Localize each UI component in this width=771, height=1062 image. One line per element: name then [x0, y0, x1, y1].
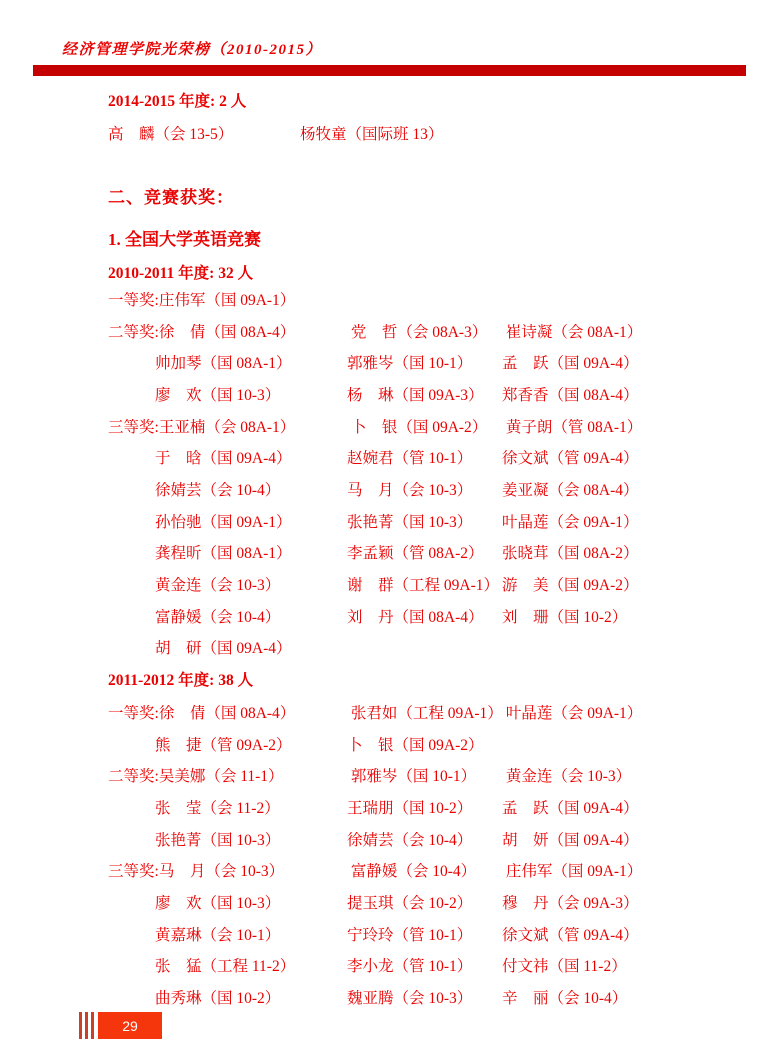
- name-cell: 富静媛（会 10-4）: [350, 863, 477, 881]
- award-label: 三等奖:: [108, 418, 159, 436]
- name-cell: 曲秀琳（国 10-2）: [155, 990, 281, 1008]
- header-divider-bar: [33, 65, 746, 76]
- name-cell: 马 月（会 10-3）: [347, 481, 473, 499]
- name-cell: 提玉琪（会 10-2）: [347, 894, 473, 912]
- name-cell: 黄金连（会 10-3）: [155, 577, 281, 595]
- name-cell: 游 美（国 09A-2）: [502, 577, 639, 595]
- name-cell: 马 月（会 10-3）: [158, 863, 285, 881]
- name-cell: 胡 妍（国 09A-4）: [502, 831, 639, 849]
- name-cell: 张 莹（会 11-2）: [155, 799, 280, 817]
- name-cell: 杨牧童（国际班 13）: [300, 125, 444, 143]
- year-heading-2010-2011: 2010-2011 年度: 32 人: [108, 265, 254, 282]
- name-cell: 刘 珊（国 10-2）: [502, 608, 628, 626]
- award-row: [108, 537, 642, 569]
- name-cell: 孙怡驰（国 09A-1）: [155, 513, 292, 531]
- name-cell: 王亚楠（会 08A-1）: [158, 418, 296, 436]
- award-row: [108, 918, 642, 950]
- name-cell: 卜 银（国 09A-2）: [347, 736, 484, 754]
- part-heading-competition-awards: 二、竞赛获奖：: [108, 188, 234, 207]
- award-row: [108, 473, 642, 505]
- award-label: 一等奖:: [108, 704, 159, 722]
- award-row: [108, 823, 642, 855]
- name-cell: 张 猛（工程 11-2）: [155, 958, 296, 976]
- award-row: [108, 315, 642, 347]
- name-cell: 胡 研（国 09A-4）: [155, 640, 292, 658]
- award-row: [108, 441, 642, 473]
- award-row: [108, 886, 642, 918]
- award-row: [108, 378, 642, 410]
- name-cell: 郭雅岑（国 10-1）: [347, 355, 473, 373]
- name-cell: 李孟颖（管 08A-2）: [347, 545, 484, 563]
- name-cell: 黄嘉琳（会 10-1）: [155, 926, 281, 944]
- name-cell: 叶晶莲（会 09A-1）: [502, 513, 639, 531]
- award-label: 一等奖:: [108, 291, 159, 309]
- name-cell: 廖 欢（国 10-3）: [155, 386, 281, 404]
- name-cell: 高 麟（会 13-5）: [108, 125, 234, 143]
- name-cell: 于 晗（国 09A-4）: [155, 450, 292, 468]
- year-heading-2014-2015: 2014-2015 年度: 2 人: [108, 93, 247, 110]
- name-cell: 徐婧芸（会 10-4）: [155, 481, 281, 499]
- name-cell: 辛 丽（会 10-4）: [502, 990, 628, 1008]
- footer-stripe-icon: [79, 1012, 82, 1039]
- name-cell: 宁玲玲（管 10-1）: [347, 926, 473, 944]
- award-label: 三等奖:: [108, 863, 159, 881]
- name-cell: 吴美娜（会 11-1）: [158, 768, 284, 786]
- name-cell: 魏亚腾（会 10-3）: [347, 990, 473, 1008]
- name-cell: 庄伟军（国 09A-1）: [158, 291, 296, 309]
- name-cell: 孟 跃（国 09A-4）: [502, 799, 639, 817]
- name-cell: 孟 跃（国 09A-4）: [502, 355, 639, 373]
- award-label: 二等奖:: [108, 768, 159, 786]
- name-cell: 徐文斌（管 09A-4）: [502, 450, 639, 468]
- award-label: 二等奖:: [108, 323, 159, 341]
- name-cell: 龚程昕（国 08A-1）: [155, 545, 292, 563]
- page-footer: [79, 1012, 162, 1039]
- name-cell: 李小龙（管 10-1）: [347, 958, 473, 976]
- footer-stripe-icon: [85, 1012, 88, 1039]
- name-cell: 谢 群（工程 09A-1）: [347, 577, 499, 595]
- name-cell: 郭雅岑（国 10-1）: [350, 768, 477, 786]
- award-row: [108, 505, 642, 537]
- name-cell: 徐 倩（国 08A-4）: [158, 323, 296, 341]
- name-cell: 廖 欢（国 10-3）: [155, 894, 281, 912]
- name-cell: 徐婧芸（会 10-4）: [347, 831, 473, 849]
- name-cell: 张君如（工程 09A-1）: [350, 704, 503, 722]
- name-cell: 穆 丹（会 09A-3）: [502, 894, 639, 912]
- name-cell: 党 哲（会 08A-3）: [350, 323, 488, 341]
- name-cell: 郑香香（国 08A-4）: [502, 386, 639, 404]
- name-cell: 崔诗凝（会 08A-1）: [505, 323, 643, 341]
- name-cell: 姜亚凝（会 08A-4）: [502, 481, 639, 499]
- award-rows-2010-2011: [108, 283, 642, 663]
- page-number: 29: [122, 1017, 138, 1034]
- award-row: [108, 696, 642, 728]
- award-row: [108, 728, 642, 760]
- name-cell: 付文祎（国 11-2）: [502, 958, 627, 976]
- name-cell: 赵婉君（管 10-1）: [347, 450, 473, 468]
- name-cell: 张艳菁（国 10-3）: [347, 513, 473, 531]
- name-cell: 张艳菁（国 10-3）: [155, 831, 281, 849]
- award-row: [108, 283, 642, 315]
- award-row: [108, 632, 642, 664]
- competition-heading-english-contest: 1. 全国大学英语竞赛: [108, 230, 261, 249]
- award-row: [108, 791, 642, 823]
- award-row: [108, 600, 642, 632]
- name-cell: 叶晶莲（会 09A-1）: [505, 704, 643, 722]
- intro-names-row: [108, 117, 443, 149]
- name-cell: 张晓茸（国 08A-2）: [502, 545, 639, 563]
- name-cell: 熊 捷（管 09A-2）: [155, 736, 292, 754]
- footer-stripe-icon: [91, 1012, 94, 1039]
- name-cell: 徐 倩（国 08A-4）: [158, 704, 296, 722]
- name-cell: 王瑞朋（国 10-2）: [347, 799, 473, 817]
- name-cell: 富静媛（会 10-4）: [155, 608, 281, 626]
- name-cell: 黄金连（会 10-3）: [505, 768, 632, 786]
- award-row: [108, 410, 642, 442]
- page-number-box: [98, 1012, 162, 1039]
- page-header-title: 经济管理学院光荣榜（2010-2015）: [62, 42, 322, 58]
- award-rows-2011-2012: [108, 696, 642, 1013]
- name-cell: 刘 丹（国 08A-4）: [347, 608, 484, 626]
- name-cell: 卜 银（国 09A-2）: [350, 418, 488, 436]
- name-cell: 庄伟军（国 09A-1）: [505, 863, 643, 881]
- award-row: [108, 854, 642, 886]
- name-cell: 黄子朗（管 08A-1）: [505, 418, 643, 436]
- award-row: [108, 346, 642, 378]
- award-row: [108, 981, 642, 1013]
- award-row: [108, 759, 642, 791]
- name-cell: 杨 琳（国 09A-3）: [347, 386, 484, 404]
- name-cell: 徐文斌（管 09A-4）: [502, 926, 639, 944]
- name-cell: 帅加琴（国 08A-1）: [155, 355, 292, 373]
- year-heading-2011-2012: 2011-2012 年度: 38 人: [108, 672, 254, 689]
- award-row: [108, 568, 642, 600]
- award-row: [108, 950, 642, 982]
